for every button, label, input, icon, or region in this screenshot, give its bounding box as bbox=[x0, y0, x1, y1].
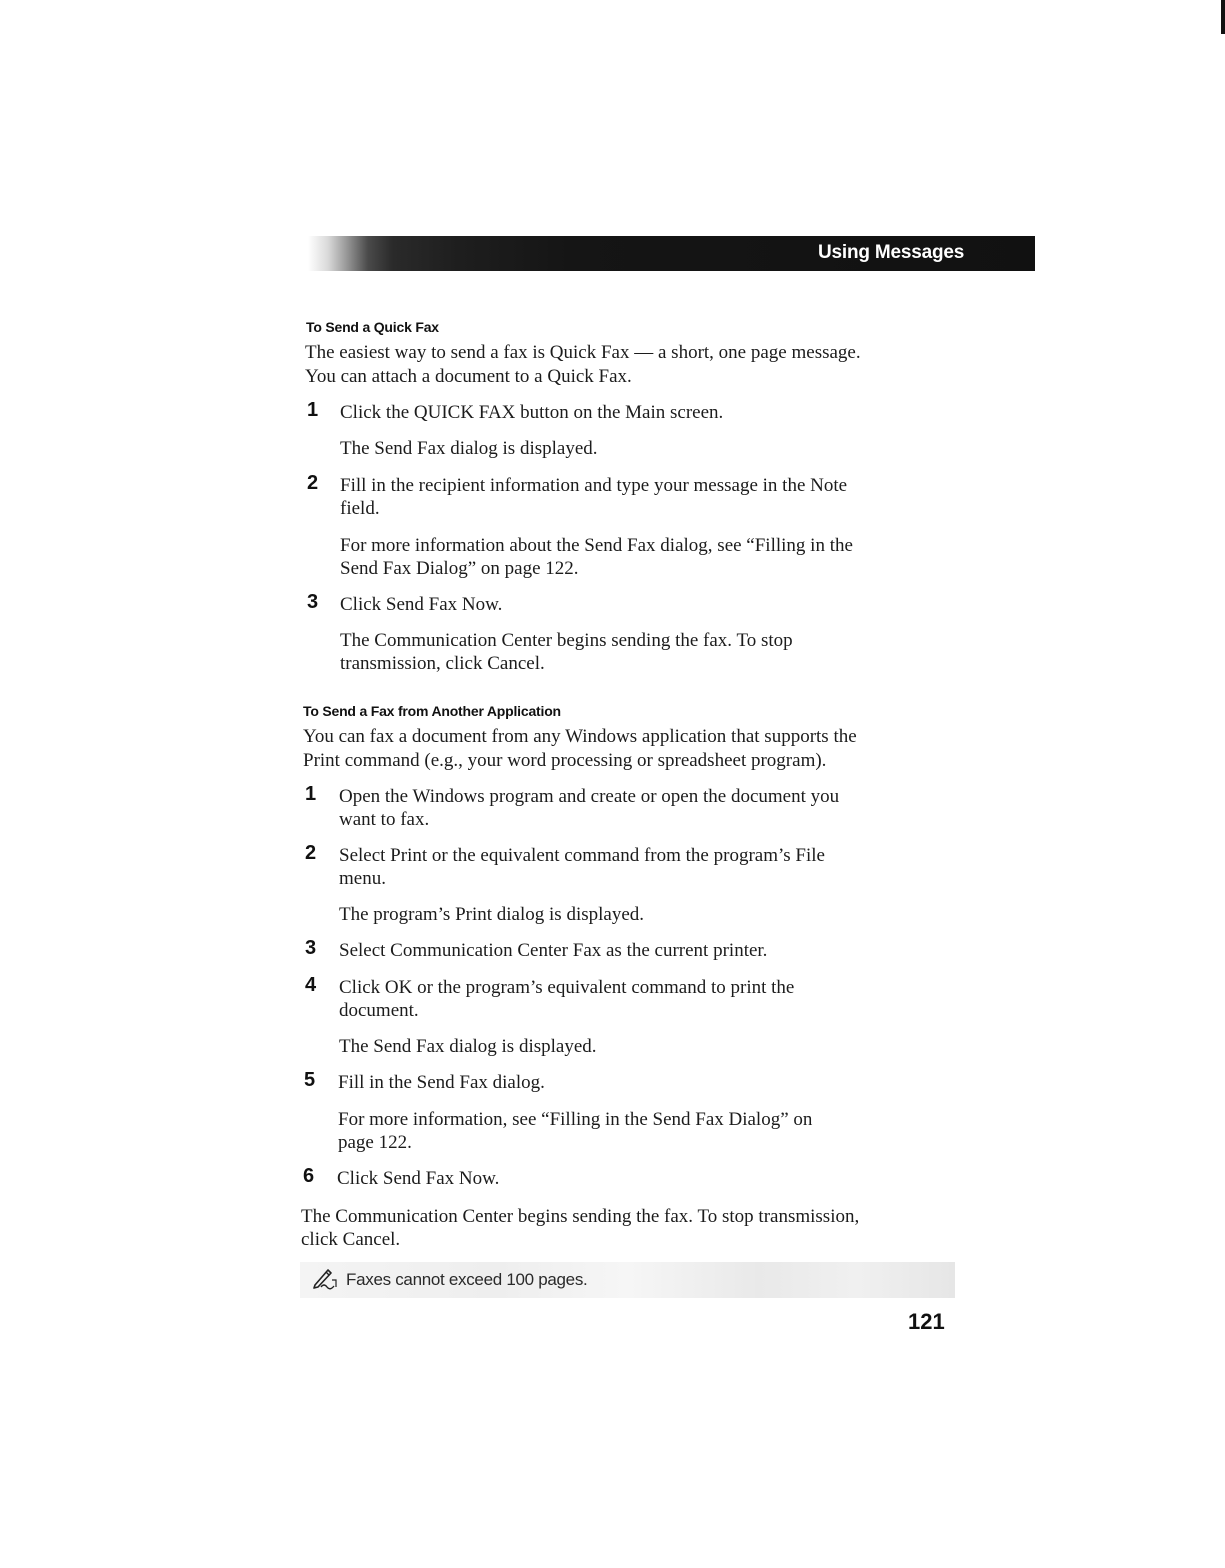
step-number: 2 bbox=[305, 842, 317, 864]
step-text: Click Send Fax Now. bbox=[340, 594, 503, 615]
step-text: document. bbox=[339, 1000, 419, 1021]
step-number: 3 bbox=[307, 591, 319, 613]
note-pencil-icon bbox=[312, 1266, 338, 1290]
step-text: want to fax. bbox=[339, 809, 430, 830]
step-result: For more information about the Send Fax dialog, see “Filling in the bbox=[340, 535, 853, 556]
step-text: Open the Windows program and create or open the document you bbox=[339, 786, 840, 807]
step-number: 4 bbox=[305, 974, 317, 996]
step-number: 6 bbox=[303, 1165, 315, 1187]
step-text: Fill in the Send Fax dialog. bbox=[338, 1072, 545, 1093]
closing-paragraph-line: click Cancel. bbox=[301, 1229, 401, 1250]
step-result: For more information, see “Filling in the Send Fax Dialog” on bbox=[338, 1109, 813, 1130]
step-text: Click OK or the program’s equivalent command to print the bbox=[339, 977, 795, 998]
paragraph-line: Print command (e.g., your word processing or spreadsheet program). bbox=[303, 750, 827, 771]
step-number: 5 bbox=[304, 1069, 316, 1091]
paragraph-line: The easiest way to send a fax is Quick Fax — a short, one page message. bbox=[305, 342, 861, 363]
section-heading-other-application: To Send a Fax from Another Application bbox=[303, 703, 561, 719]
note-text: Faxes cannot exceed 100 pages. bbox=[346, 1270, 588, 1289]
step-text: menu. bbox=[339, 868, 386, 889]
step-text: Fill in the recipient information and type your message in the Note bbox=[340, 475, 848, 496]
step-result: The Communication Center begins sending the fax. To stop bbox=[340, 630, 793, 651]
page-edge-mark bbox=[1221, 0, 1225, 34]
step-result: The Send Fax dialog is displayed. bbox=[340, 438, 598, 459]
step-result: transmission, click Cancel. bbox=[340, 653, 545, 674]
step-number: 2 bbox=[307, 472, 319, 494]
step-number: 3 bbox=[305, 937, 317, 959]
page-number: 121 bbox=[908, 1309, 945, 1334]
step-text: field. bbox=[340, 498, 380, 519]
step-result: The Send Fax dialog is displayed. bbox=[339, 1036, 597, 1057]
step-text: Click Send Fax Now. bbox=[337, 1168, 500, 1189]
step-result: page 122. bbox=[338, 1132, 412, 1153]
step-result: The program’s Print dialog is displayed. bbox=[339, 904, 645, 925]
step-number: 1 bbox=[305, 783, 317, 805]
step-text: Click the QUICK FAX button on the Main screen. bbox=[340, 402, 724, 423]
step-result: Send Fax Dialog” on page 122. bbox=[340, 558, 579, 579]
paragraph-line: You can fax a document from any Windows application that supports the bbox=[303, 726, 857, 747]
step-text: Select Communication Center Fax as the current printer. bbox=[339, 940, 768, 961]
chapter-title: Using Messages bbox=[818, 242, 965, 263]
step-text: Select Print or the equivalent command from the program’s File bbox=[339, 845, 825, 866]
closing-paragraph-line: The Communication Center begins sending the fax. To stop transmission, bbox=[301, 1206, 860, 1227]
step-number: 1 bbox=[307, 399, 319, 421]
paragraph-line: You can attach a document to a Quick Fax. bbox=[305, 366, 632, 387]
section-heading-quick-fax: To Send a Quick Fax bbox=[306, 319, 439, 335]
